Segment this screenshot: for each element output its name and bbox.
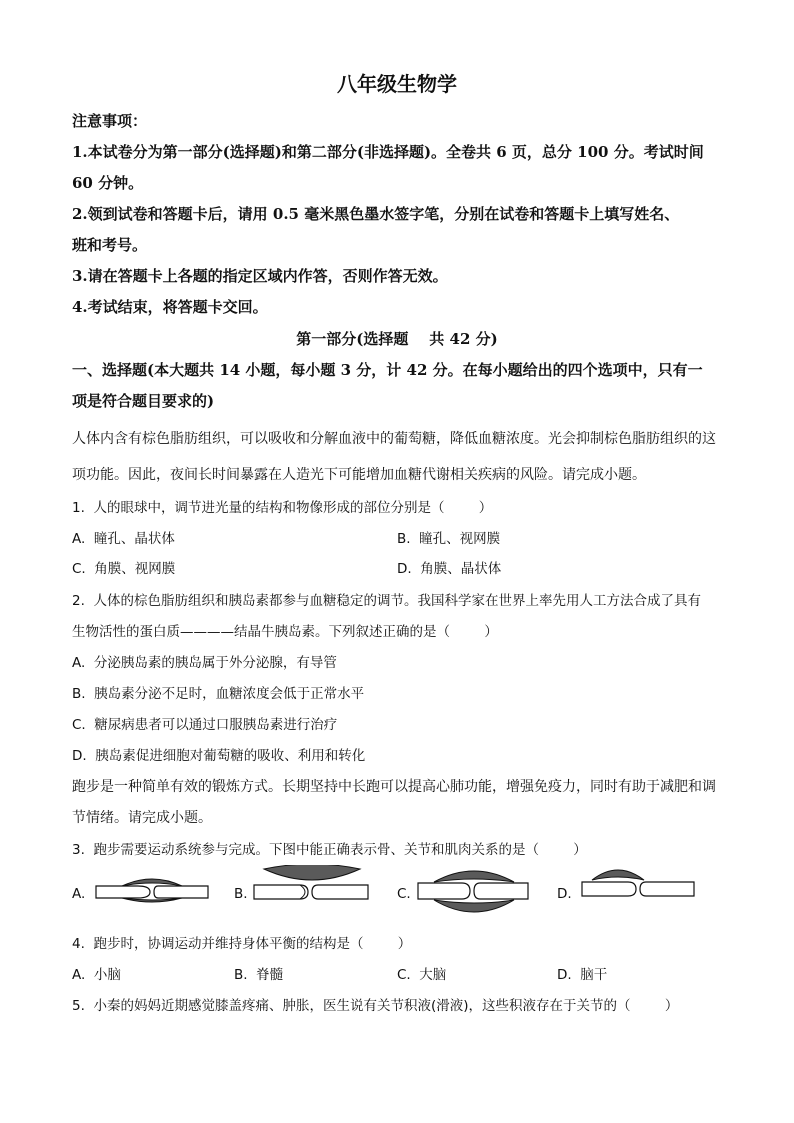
notice-line-1: 1.本试卷分为第一部分(选择题)和第二部分(非选择题)。全卷共 6 页，总分 100 分。考试时间	[72, 143, 704, 161]
question-3-option-c-label: C.	[397, 886, 411, 902]
section-heading-line-2: 项是符合题目要求的)	[72, 392, 215, 410]
notice-line-1b: 60 分钟。	[72, 174, 144, 192]
question-2-stem-line-2: 生物活性的蛋白质————结晶牛胰岛素。下列叙述正确的是（ ）	[72, 624, 498, 640]
question-1-option-a: A. 瞳孔、晶状体	[72, 531, 175, 547]
joint-diagram-c	[414, 862, 532, 922]
question-2-option-b: B. 胰岛素分泌不足时，血糖浓度会低于正常水平	[72, 686, 365, 702]
passage-1-line-2: 项功能。因此，夜间长时间暴露在人造光下可能增加血糖代谢相关疾病的风险。请完成小题。	[72, 467, 646, 483]
question-2-option-d: D. 胰岛素促进细胞对葡萄糖的吸收、利用和转化	[72, 748, 366, 764]
question-1-option-d: D. 角膜、晶状体	[397, 561, 502, 577]
question-4-option-d: D. 脑干	[557, 967, 608, 983]
question-1-option-c: C. 角膜、视网膜	[72, 561, 176, 577]
question-5-stem: 5. 小秦的妈妈近期感觉膝盖疼痛、肿胀，医生说有关节积液(滑液)，这些积液存在于关节的（ ）	[72, 998, 679, 1014]
question-4-option-c: C. 大脑	[397, 967, 447, 983]
question-3-option-a-label: A.	[72, 886, 86, 902]
question-4-stem: 4. 跑步时，协调运动并维持身体平衡的结构是（ ）	[72, 936, 412, 952]
section-heading-line-1: 一、选择题(本大题共 14 小题，每小题 3 分，计 42 分。在每小题给出的四个选项中，只有一	[72, 361, 703, 379]
joint-diagram-d	[578, 862, 698, 916]
question-3-stem: 3. 跑步需要运动系统参与完成。下图中能正确表示骨、关节和肌肉关系的是（ ）	[72, 842, 587, 858]
page-title: 八年级生物学	[337, 72, 457, 96]
question-2-stem-line-1: 2. 人体的棕色脂肪组织和胰岛素都参与血糖稳定的调节。我国科学家在世界上率先用人工方法合成了具有	[72, 593, 701, 609]
question-2-option-a: A. 分泌胰岛素的胰岛属于外分泌腺，有导管	[72, 655, 337, 671]
notice-line-4: 4.考试结束，将答题卡交回。	[72, 298, 268, 316]
question-4-option-b: B. 脊髓	[234, 967, 284, 983]
joint-diagram-a	[92, 870, 212, 914]
question-4-option-a: A. 小脑	[72, 967, 121, 983]
question-1-stem: 1. 人的眼球中，调节进光量的结构和物像形成的部位分别是（ ）	[72, 500, 493, 516]
notice-line-2: 2.领到试卷和答题卡后，请用 0.5 毫米黑色墨水签字笔，分别在试卷和答题卡上填写姓名、	[72, 205, 680, 223]
question-3-option-b-label: B.	[234, 886, 248, 902]
joint-diagram-b	[252, 865, 370, 919]
passage-1-line-1: 人体内含有棕色脂肪组织，可以吸收和分解血液中的葡萄糖，降低血糖浓度。光会抑制棕色脂肪组织的这	[72, 431, 716, 447]
notice-line-2b: 班和考号。	[72, 236, 148, 254]
passage-2-line-2: 节情绪。请完成小题。	[72, 810, 212, 826]
passage-2-line-1: 跑步是一种简单有效的锻炼方式。长期坚持中长跑可以提高心肺功能，增强免疫力，同时有助于减肥和调	[72, 779, 716, 795]
notice-line-3: 3.请在答题卡上各题的指定区域内作答，否则作答无效。	[72, 267, 448, 285]
question-2-option-c: C. 糖尿病患者可以通过口服胰岛素进行治疗	[72, 717, 338, 733]
question-1-option-b: B. 瞳孔、视网膜	[397, 531, 501, 547]
part1-heading: 第一部分(选择题 共 42 分)	[296, 330, 498, 348]
notice-heading: 注意事项：	[72, 112, 148, 130]
question-3-option-d-label: D.	[557, 886, 572, 902]
